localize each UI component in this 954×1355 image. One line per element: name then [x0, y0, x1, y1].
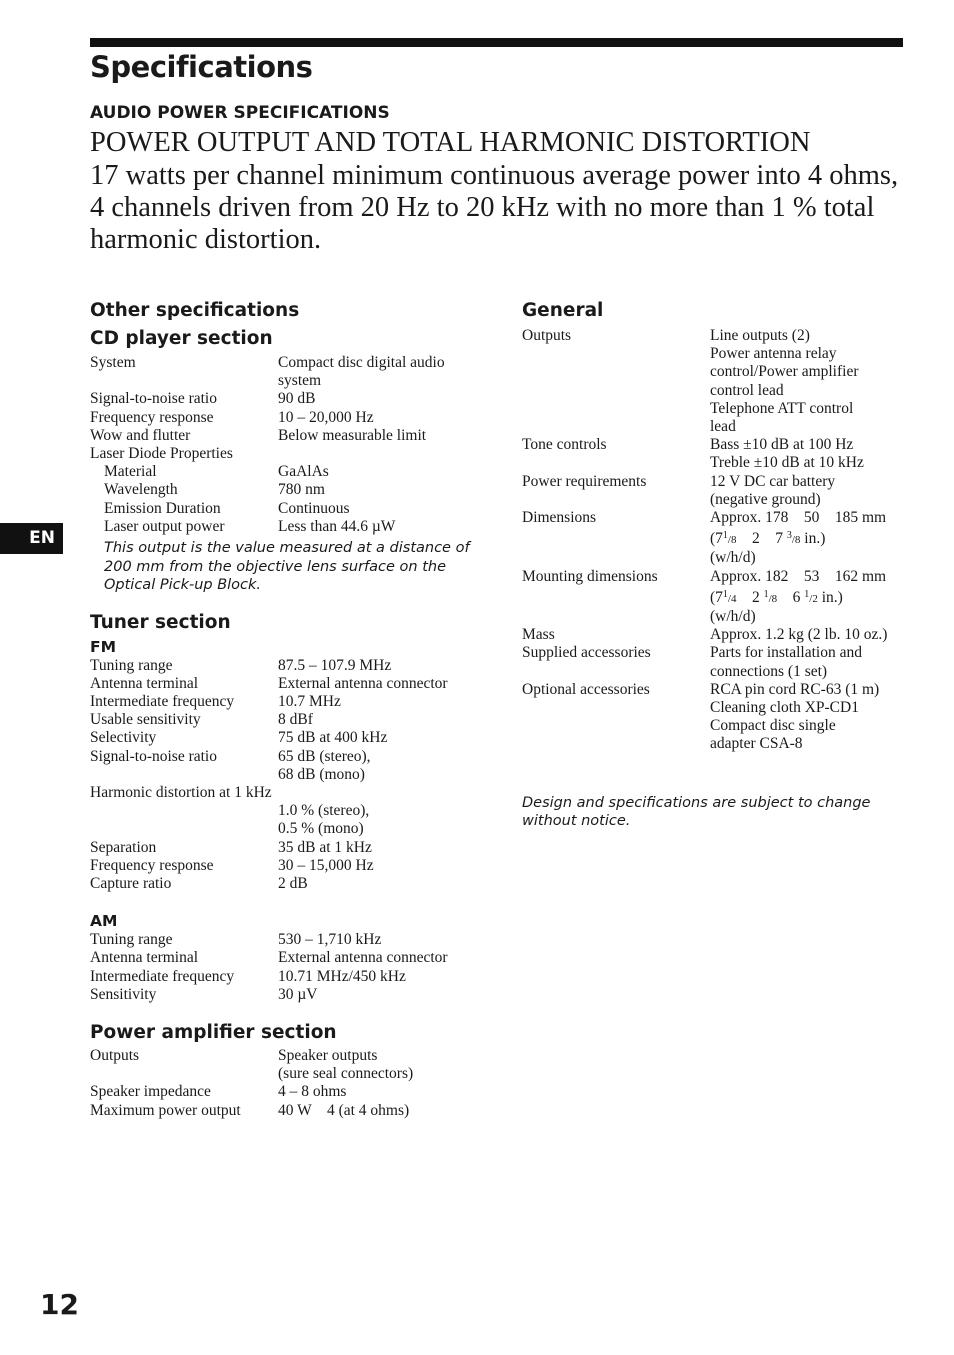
spec-row	[90, 857, 480, 875]
spec-value: Approx. 178 50 185 mm	[710, 509, 887, 527]
spec-value: External antenna connector	[278, 949, 448, 967]
spec-label: Usable sensitivity	[90, 711, 201, 729]
spec-value: Less than 44.6 µW	[278, 517, 396, 535]
spec-value: (w/h/d)	[710, 608, 756, 626]
spec-label: Optional accessories	[522, 680, 650, 698]
spec-row	[522, 586, 914, 608]
spec-row	[90, 1083, 480, 1101]
fraction-denominator: /8	[791, 534, 801, 547]
spec-label: System	[90, 354, 136, 371]
spec-label: Supplied accessories	[522, 644, 651, 662]
spec-value: control lead	[710, 381, 784, 399]
spec-value: Treble ±10 dB at 10 kHz	[710, 454, 864, 472]
language-tab: EN	[0, 523, 63, 554]
spec-label: Laser Diode Properties	[90, 445, 233, 463]
general-heading: General	[522, 300, 604, 321]
spec-value: (w/h/d)	[710, 549, 756, 567]
spec-row	[90, 931, 480, 949]
spec-value: Power antenna relay	[710, 345, 837, 363]
spec-value	[710, 586, 914, 608]
fraction-denominator: /4	[727, 592, 737, 605]
spec-value: 30 µV	[278, 985, 318, 1003]
spec-row	[90, 711, 480, 729]
amp-section-heading: Power amplifier section	[90, 1021, 337, 1043]
spec-label: Laser output power	[104, 517, 225, 535]
amp-spec-list	[90, 1047, 480, 1120]
change-notice: Design and specifications are subject to change without notice.	[522, 794, 871, 830]
spec-row	[90, 1102, 480, 1120]
fraction-numerator: 1	[722, 588, 728, 600]
spec-row	[90, 1047, 480, 1065]
tuner-section-heading: Tuner section	[90, 611, 231, 633]
spec-row	[522, 644, 914, 662]
spec-label: Outputs	[90, 1046, 140, 1064]
fraction-denominator: /8	[768, 592, 778, 605]
spec-value: GaAlAs	[278, 463, 329, 481]
spec-row	[522, 699, 914, 717]
spec-row	[522, 608, 914, 626]
spec-label: Intermediate frequency	[90, 692, 235, 710]
spec-label: Separation	[90, 838, 157, 856]
fraction-numerator: 1	[722, 530, 728, 542]
spec-value: Approx. 1.2 kg (2 lb. 10 oz.)	[710, 626, 888, 644]
spec-label: Signal-to-noise ratio	[90, 747, 217, 765]
spec-label: Outputs	[522, 327, 572, 344]
spec-row	[90, 409, 480, 427]
page-number: 12	[40, 1288, 79, 1321]
spec-value: Compact disc single	[710, 717, 836, 735]
spec-label: Material	[104, 463, 157, 481]
cd-spec-list	[90, 354, 480, 536]
spec-row	[90, 748, 480, 766]
spec-value: 780 nm	[278, 481, 325, 499]
spec-label: Signal-to-noise ratio	[90, 390, 217, 408]
spec-row	[522, 418, 914, 436]
spec-label: Tuning range	[90, 931, 173, 949]
spec-row	[522, 663, 914, 681]
dim-part: in.)	[821, 588, 843, 606]
spec-row	[522, 509, 914, 527]
spec-row	[90, 875, 480, 893]
spec-value: 10.7 MHz	[278, 692, 341, 710]
spec-value: lead	[710, 418, 736, 436]
spec-value: 2 dB	[278, 874, 308, 892]
fraction-numerator: 3	[786, 530, 792, 542]
spec-label: Harmonic distortion at 1 kHz	[90, 783, 272, 801]
spec-label: Frequency response	[90, 856, 214, 874]
spec-row	[522, 473, 914, 491]
spec-value: Telephone ATT control	[710, 399, 854, 417]
spec-value: 75 dB at 400 kHz	[278, 729, 388, 747]
spec-label: Antenna terminal	[90, 949, 199, 967]
dim-part: (7	[710, 530, 723, 548]
spec-value: Bass ±10 dB at 100 Hz	[710, 436, 854, 454]
spec-row	[90, 675, 480, 693]
spec-label: Intermediate frequency	[90, 967, 235, 985]
spec-value: 8 dBf	[278, 711, 313, 729]
spec-value: system	[278, 372, 322, 390]
spec-row	[90, 481, 480, 499]
spec-row	[522, 454, 914, 472]
spec-row	[522, 626, 914, 644]
am-spec-list	[90, 931, 480, 1004]
right-column	[522, 299, 914, 831]
spec-label: Capture ratio	[90, 874, 172, 892]
dim-part: 2	[751, 588, 760, 606]
spec-value: Compact disc digital audio	[278, 354, 445, 371]
general-spec-list	[522, 327, 914, 754]
fraction-numerator: 1	[804, 588, 810, 600]
cd-section-heading: CD player section	[90, 328, 273, 349]
spec-row	[90, 518, 480, 536]
spec-value: Below measurable limit	[278, 426, 427, 444]
spec-label: Tuning range	[90, 656, 173, 674]
spec-value: 10 – 20,000 Hz	[278, 408, 374, 426]
spec-value: 530 – 1,710 kHz	[278, 931, 382, 949]
fraction-denominator: /2	[809, 592, 818, 605]
spec-row	[522, 327, 914, 345]
fraction-denominator: /8	[727, 534, 737, 547]
spec-row	[522, 549, 914, 567]
spec-value: Line outputs (2)	[710, 327, 810, 344]
power-output-statement: 17 watts per channel minimum continuous average power into 4 ohms, 4 channels driven from 20 Hz to 20 kHz with no more than 1 % total harmonic distortion.	[90, 160, 899, 255]
spec-value: 68 dB (mono)	[278, 765, 365, 783]
spec-value: Cleaning cloth XP-CD1	[710, 699, 859, 717]
am-heading: AM	[90, 912, 118, 931]
spec-label: Wow and flutter	[90, 426, 191, 444]
spec-row	[522, 345, 914, 363]
dim-part: in.)	[804, 530, 826, 548]
fraction-numerator: 1	[763, 588, 769, 600]
spec-label: Power requirements	[522, 472, 647, 490]
dim-part: 6	[792, 588, 801, 606]
spec-row	[90, 1065, 480, 1083]
other-specs-heading: Other specifications	[90, 300, 300, 321]
audio-power-heading: AUDIO POWER SPECIFICATIONS	[90, 103, 390, 123]
spec-row	[90, 766, 480, 784]
spec-label: Selectivity	[90, 729, 157, 747]
spec-value: Approx. 182 53 162 mm	[710, 567, 887, 585]
spec-row	[90, 729, 480, 747]
spec-label: Maximum power output	[90, 1101, 241, 1119]
spec-row	[90, 500, 480, 518]
spec-label: Dimensions	[522, 509, 597, 527]
spec-row	[90, 802, 480, 820]
spec-row	[522, 681, 914, 699]
spec-row	[90, 372, 480, 390]
spec-value: 12 V DC car battery	[710, 472, 836, 490]
spec-value: 4 – 8 ohms	[278, 1083, 347, 1101]
power-output-heading: POWER OUTPUT AND TOTAL HARMONIC DISTORTION	[90, 127, 811, 158]
spec-value: 40 W 4 (at 4 ohms)	[278, 1101, 410, 1119]
spec-value: 30 – 15,000 Hz	[278, 856, 374, 874]
spec-value: connections (1 set)	[710, 662, 828, 680]
spec-value: 90 dB	[278, 390, 316, 408]
laser-note: This output is the value measured at a distance of 200 mm from the objective lens surface on the Optical Pick-up Block.	[104, 540, 470, 594]
spec-row	[90, 784, 480, 802]
spec-row	[90, 968, 480, 986]
left-column	[90, 299, 480, 1120]
spec-value: control/Power amplifier	[710, 363, 859, 381]
spec-label: Speaker impedance	[90, 1083, 211, 1101]
spec-row	[90, 427, 480, 445]
spec-row	[90, 354, 480, 372]
spec-value: Speaker outputs	[278, 1046, 378, 1064]
spec-value: 10.71 MHz/450 kHz	[278, 967, 406, 985]
spec-row	[522, 527, 914, 549]
page-title: Specifications	[90, 50, 313, 84]
spec-label: Wavelength	[104, 481, 178, 499]
spec-value: 65 dB (stereo),	[278, 747, 371, 765]
spec-row	[522, 436, 914, 454]
spec-value: Continuous	[278, 499, 350, 517]
spec-value: adapter CSA-8	[710, 735, 803, 753]
dim-part: (7	[710, 588, 723, 606]
spec-row	[522, 363, 914, 381]
spec-label: Antenna terminal	[90, 674, 199, 692]
spec-row	[522, 491, 914, 509]
spec-value: Parts for installation and	[710, 644, 862, 662]
spec-row	[90, 839, 480, 857]
spec-row	[90, 390, 480, 408]
spec-value: (sure seal connectors)	[278, 1065, 414, 1083]
fm-heading: FM	[90, 637, 117, 656]
spec-row	[522, 735, 914, 753]
spec-row	[522, 568, 914, 586]
fm-spec-list	[90, 657, 480, 894]
spec-row	[522, 717, 914, 735]
spec-row	[90, 949, 480, 967]
spec-row	[90, 657, 480, 675]
spec-value: 1.0 % (stereo),	[278, 802, 370, 820]
spec-label: Mounting dimensions	[522, 567, 658, 585]
spec-row	[90, 445, 480, 463]
spec-label: Emission Duration	[104, 499, 221, 517]
dim-part: 2	[751, 530, 760, 548]
spec-value: 0.5 % (mono)	[278, 820, 364, 838]
dim-part: 7	[775, 530, 783, 548]
spec-label: Frequency response	[90, 408, 214, 426]
spec-value: External antenna connector	[278, 674, 448, 692]
spec-row	[90, 693, 480, 711]
spec-value: 35 dB at 1 kHz	[278, 838, 372, 856]
title-rule	[90, 38, 903, 47]
spec-value: (negative ground)	[710, 490, 821, 508]
spec-value: RCA pin cord RC-63 (1 m)	[710, 680, 880, 698]
spec-row	[522, 382, 914, 400]
spec-label: Mass	[522, 626, 555, 644]
spec-row	[522, 400, 914, 418]
spec-value	[710, 527, 914, 549]
spec-value: 87.5 – 107.9 MHz	[278, 656, 392, 674]
spec-row	[90, 820, 480, 838]
spec-label: Sensitivity	[90, 985, 157, 1003]
spec-row	[90, 463, 480, 481]
spec-row	[90, 986, 480, 1004]
spec-label: Tone controls	[522, 436, 607, 454]
